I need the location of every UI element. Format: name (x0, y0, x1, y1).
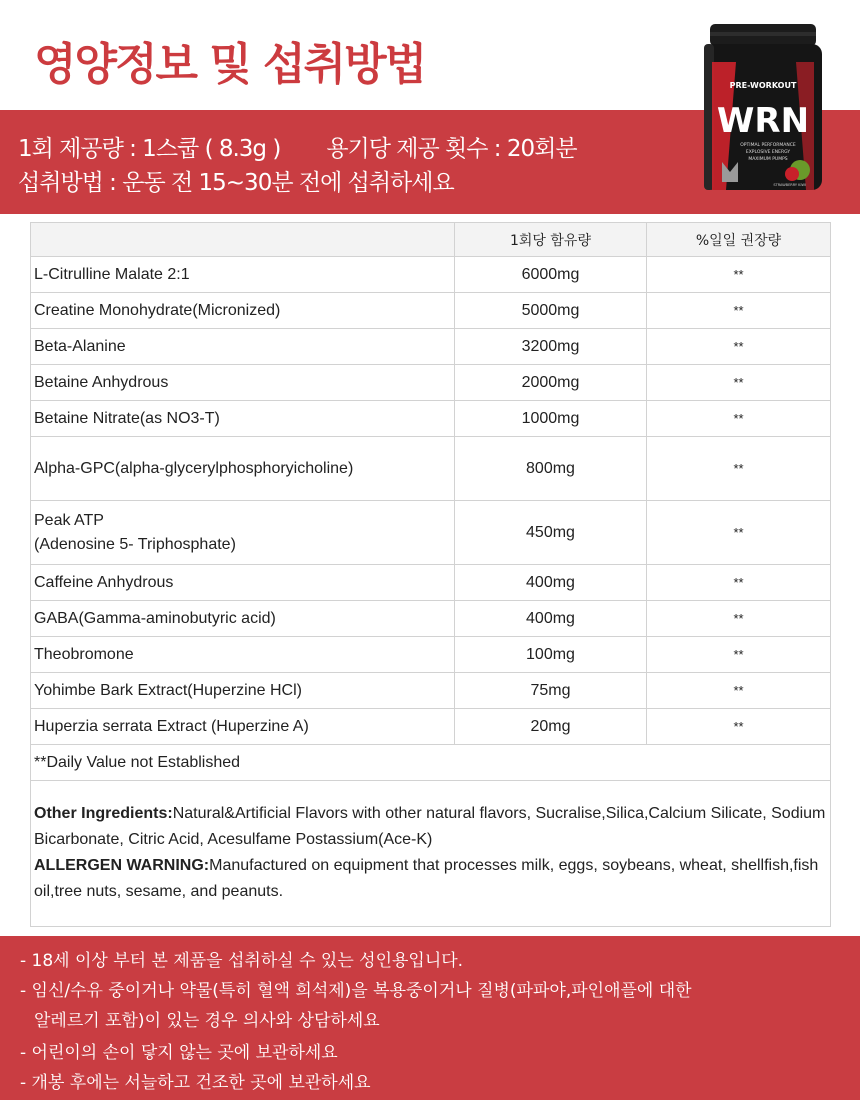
ingredient-name: Betaine Nitrate(as NO3-T) (31, 401, 455, 437)
jar-brand: WRN (716, 101, 810, 141)
ingredient-name-detail: (Adenosine 5- Triphosphate) (34, 535, 236, 553)
table-row (31, 673, 831, 709)
ingredient-amount: 5000mg (455, 293, 647, 329)
ingredients-row (31, 781, 831, 927)
daily-value-note: **Daily Value not Established (31, 745, 831, 781)
product-jar-image (696, 22, 830, 194)
nutrition-table (30, 222, 831, 927)
ingredient-amount: 400mg (455, 601, 647, 637)
jar-tagline-1: OPTIMAL PERFORMANCE (740, 143, 796, 148)
ingredient-daily-value: ** (647, 501, 831, 565)
header-ingredient (31, 223, 455, 257)
ingredient-amount: 6000mg (455, 257, 647, 293)
ingredient-daily-value: ** (647, 329, 831, 365)
ingredient-name-cell (31, 501, 455, 565)
page-title: 영양정보 및 섭취방법 (34, 39, 426, 90)
ingredient-daily-value: ** (647, 709, 831, 745)
ingredient-name: Caffeine Anhydrous (31, 565, 455, 601)
ingredient-name: L-Citrulline Malate 2:1 (31, 257, 455, 293)
table-row (31, 565, 831, 601)
allergen-warning-label: ALLERGEN WARNING: (34, 857, 210, 874)
warning-line: - 18세 이상 부터 본 제품을 섭취하실 수 있는 성인용입니다. (20, 951, 464, 971)
ingredient-daily-value: ** (647, 293, 831, 329)
ingredient-name: Betaine Anhydrous (31, 365, 455, 401)
jar-tagline-3: MAXIMUM PUMPS (748, 157, 788, 162)
nutrition-table-wrap (30, 222, 830, 927)
ingredient-amount: 75mg (455, 673, 647, 709)
jar-tagline-2: EXPLOSIVE ENERGY (745, 150, 791, 155)
ingredient-amount: 100mg (455, 637, 647, 673)
ingredient-daily-value: ** (647, 365, 831, 401)
ingredient-name: Yohimbe Bark Extract(Huperzine HCl) (31, 673, 455, 709)
table-row (31, 401, 831, 437)
warning-line: - 어린이의 손이 닿지 않는 곳에 보관하세요 (20, 1043, 338, 1063)
header-amount: 1회당 함유량 (455, 223, 647, 257)
serving-size: 1회 제공량 : 1스쿱 ( 8.3g ) (18, 136, 281, 162)
ingredient-daily-value: ** (647, 565, 831, 601)
ingredient-amount: 450mg (455, 501, 647, 565)
table-row (31, 601, 831, 637)
ingredient-name: Theobromone (31, 637, 455, 673)
allergen-warning-text: Manufactured on equipment that processes milk, eggs, soybeans, wheat, shellfish,fish oil,tree nuts, sesame, and peanuts. (34, 857, 819, 900)
table-row (31, 293, 831, 329)
warning-line: - 개봉 후에는 서늘하고 건조한 곳에 보관하세요 (20, 1073, 371, 1093)
ingredients-block (31, 781, 831, 927)
table-row (31, 329, 831, 365)
warnings-band (0, 936, 860, 1100)
ingredient-daily-value: ** (647, 257, 831, 293)
ingredient-daily-value: ** (647, 637, 831, 673)
table-row (31, 501, 831, 565)
table-header-row (31, 223, 831, 257)
ingredient-name: Peak ATP (34, 511, 104, 529)
table-row (31, 709, 831, 745)
ingredient-amount: 1000mg (455, 401, 647, 437)
ingredient-amount: 20mg (455, 709, 647, 745)
ingredient-name: Beta-Alanine (31, 329, 455, 365)
warning-line: - 임신/수유 중이거나 약물(특히 혈액 희석제)을 복용중이거나 질병(파파야,파인애플에 대한 (20, 981, 692, 1001)
ingredient-name: Creatine Monohydrate(Micronized) (31, 293, 455, 329)
servings-per-container: 용기당 제공 횟수 : 20회분 (326, 136, 577, 162)
daily-value-note-row (31, 745, 831, 781)
table-row (31, 257, 831, 293)
ingredient-daily-value: ** (647, 601, 831, 637)
table-row (31, 365, 831, 401)
directions: 섭취방법 : 운동 전 15~30분 전에 섭취하세요 (18, 170, 454, 196)
warning-line: 알레르기 포함)이 있는 경우 의사와 상담하세요 (34, 1011, 380, 1031)
ingredient-amount: 400mg (455, 565, 647, 601)
other-ingredients-text: Natural&Artificial Flavors with other natural flavors, Sucralise,Silica,Calcium Silicate, Sodium Bicarbonate, Citric Acid, Acesulfame Postassium(Ace-K) (34, 805, 826, 848)
table-row (31, 637, 831, 673)
ingredient-name: Huperzia serrata Extract (Huperzine A) (31, 709, 455, 745)
ingredient-name: GABA(Gamma-aminobutyric acid) (31, 601, 455, 637)
table-row (31, 437, 831, 501)
ingredient-daily-value: ** (647, 673, 831, 709)
ingredient-amount: 2000mg (455, 365, 647, 401)
ingredient-daily-value: ** (647, 437, 831, 501)
jar-flavor: STRAWBERRY KIWI (773, 183, 806, 187)
ingredient-name: Alpha-GPC(alpha-glycerylphosphoryicholine) (31, 437, 455, 501)
serving-line (18, 130, 577, 163)
ingredient-amount: 800mg (455, 437, 647, 501)
jar-subtitle: PRE-WORKOUT (729, 81, 797, 90)
header-daily-value: %일일 권장량 (647, 223, 831, 257)
ingredient-amount: 3200mg (455, 329, 647, 365)
other-ingredients-label: Other Ingredients: (34, 805, 173, 822)
ingredient-daily-value: ** (647, 401, 831, 437)
